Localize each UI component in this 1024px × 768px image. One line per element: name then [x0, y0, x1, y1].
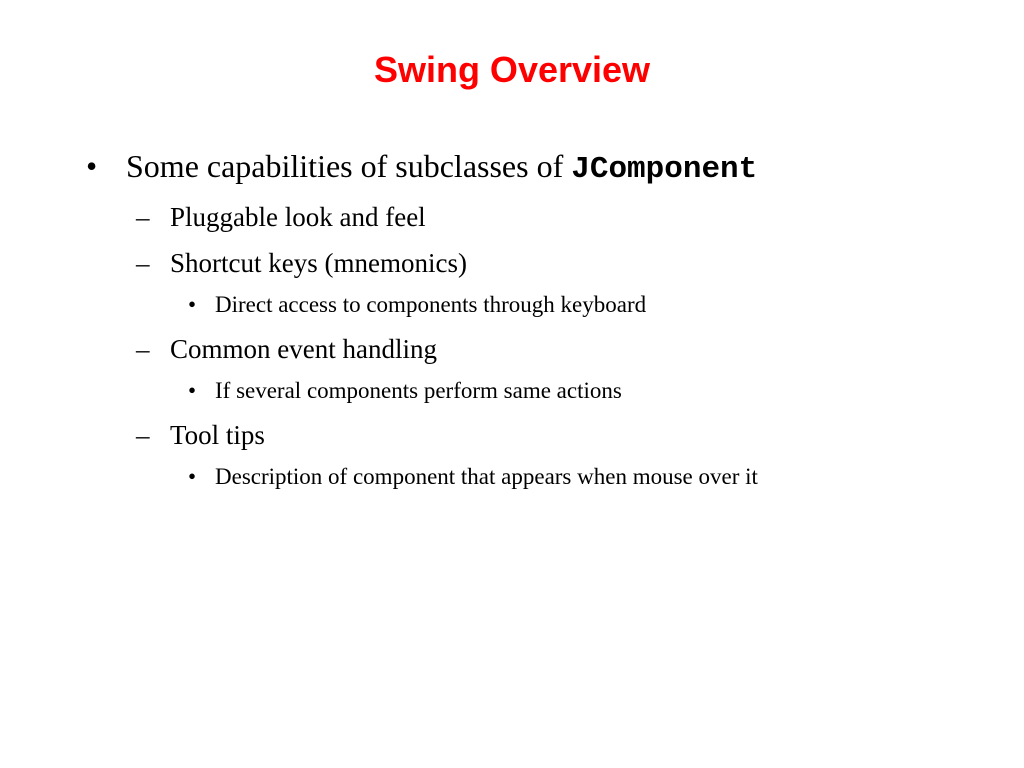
sub-bullet-tooltips: [136, 418, 836, 452]
sub-sub-bullet-text: If several components perform same actions: [215, 378, 622, 403]
bullet-main: [86, 146, 946, 186]
bullet-marker: •: [86, 148, 98, 184]
sub-bullet-text: Tool tips: [170, 420, 265, 450]
sub-sub-bullet-actions: [188, 376, 888, 406]
dash-marker: –: [136, 334, 150, 364]
sub-sub-bullet-text: Description of component that appears when mouse over it: [215, 464, 758, 489]
sub-bullet-shortcut: [136, 246, 836, 280]
bullet-main-text: Some capabilities of subclasses of: [126, 148, 572, 184]
bullet-text: [126, 146, 757, 190]
sub-bullet-text: Shortcut keys (mnemonics): [170, 248, 467, 278]
bullet-marker: •: [188, 292, 197, 317]
sub-sub-bullet-text: Direct access to components through keyboard: [215, 292, 647, 317]
sub-bullet-text: Pluggable look and feel: [170, 202, 426, 232]
dash-marker: –: [136, 420, 150, 450]
jcomponent-code: JComponent: [571, 152, 758, 187]
sub-bullet-text: Common event handling: [170, 334, 437, 364]
sub-sub-bullet-description: [188, 462, 948, 492]
bullet-marker: •: [188, 378, 197, 403]
dash-marker: –: [136, 248, 150, 278]
bullet-marker: •: [188, 464, 197, 489]
slide-title: Swing Overview: [373, 49, 651, 90]
sub-bullet-events: [136, 332, 836, 366]
sub-bullet-pluggable: [136, 200, 836, 234]
sub-sub-bullet-keyboard: [188, 290, 888, 320]
dash-marker: –: [136, 202, 150, 232]
